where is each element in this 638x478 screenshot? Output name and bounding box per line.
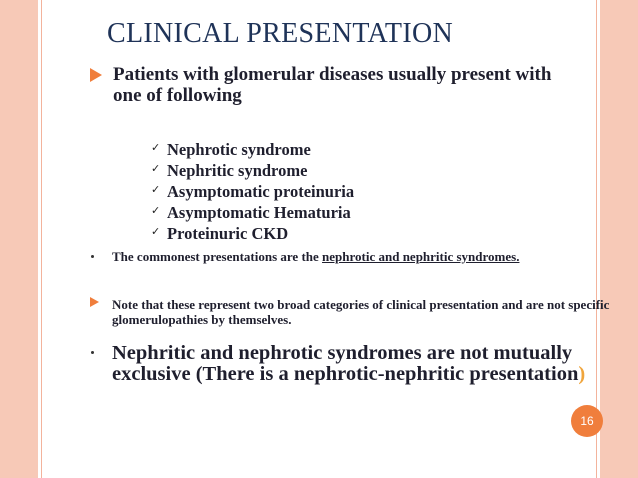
intro-text: Patients with glomerular diseases usually present with one of following: [113, 64, 552, 106]
note-text: Note that these represent two broad categories of clinical presentation and are not specific glomerulopathies by themselves.: [112, 297, 610, 327]
arrow-bullet-icon: [90, 297, 99, 307]
checkmark-icon: ✓: [151, 204, 161, 217]
right-border: [600, 0, 638, 478]
page-number-badge: 16: [571, 405, 603, 437]
list-item-label: Nephritic syndrome: [167, 161, 308, 180]
checkmark-icon: ✓: [151, 162, 161, 175]
list-item-label: Asymptomatic Hematuria: [167, 203, 351, 222]
commonest-bullet: [112, 249, 582, 264]
dot-bullet-icon: [91, 255, 94, 258]
left-border-line: [41, 0, 42, 478]
checkmark-icon: ✓: [151, 141, 161, 154]
list-item-label: Asymptomatic proteinuria: [167, 182, 355, 201]
list-item-label: Nephrotic syndrome: [167, 140, 311, 159]
dot-bullet-icon: [91, 351, 94, 354]
checkmark-icon: ✓: [151, 183, 161, 196]
list-item-label: Proteinuric CKD: [167, 224, 289, 243]
closing-paren: ): [578, 363, 586, 385]
slide-title: CLINICAL PRESENTATION: [107, 18, 454, 49]
commonest-underlined: nephrotic and nephritic syndromes.: [322, 249, 520, 264]
right-border-line: [596, 0, 597, 478]
left-border: [0, 0, 38, 478]
checkmark-icon: ✓: [151, 225, 161, 238]
exclusive-text: Nephritic and nephrotic syndromes are not mutually exclusive (There is a nephrotic-nephritic presentation: [112, 342, 579, 385]
exclusive-bullet: [112, 343, 592, 385]
arrow-bullet-icon: [90, 68, 102, 82]
commonest-text: The commonest presentations are the: [112, 249, 323, 264]
